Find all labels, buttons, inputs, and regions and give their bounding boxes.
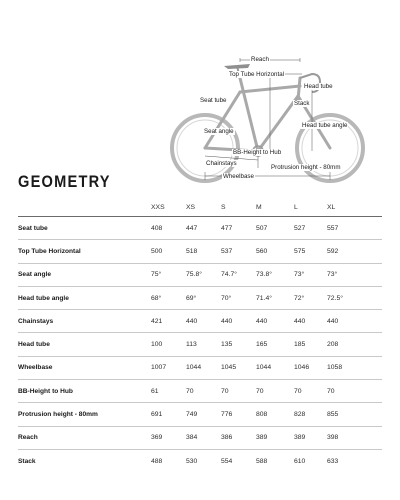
page-title: GEOMETRY [18, 172, 111, 191]
table-row [18, 240, 382, 263]
table-row [18, 217, 382, 240]
table-row [18, 263, 382, 286]
table-cell: 477 [221, 217, 256, 240]
table-cell: 1007 [151, 356, 186, 379]
table-row [18, 310, 382, 333]
table-cell: 100 [151, 333, 186, 356]
table-cell: 113 [186, 333, 221, 356]
table-cell: 557 [327, 217, 382, 240]
table-cell: 69° [186, 286, 221, 309]
row-label: Wheelbase [18, 356, 151, 379]
table-cell: 389 [294, 426, 327, 449]
size-header: L [294, 199, 327, 217]
geometry-table [18, 199, 382, 472]
table-cell: 527 [294, 217, 327, 240]
row-label: Reach [18, 426, 151, 449]
table-cell: 398 [327, 426, 382, 449]
table-cell: 633 [327, 457, 339, 465]
stack-label: Stack [294, 100, 310, 107]
table-row [18, 426, 382, 449]
table-cell: 1046 [294, 356, 327, 379]
table-cell: 73.8° [256, 263, 294, 286]
size-header: S [221, 199, 256, 217]
table-cell: 1044 [186, 356, 221, 379]
table-cell: 691 [151, 403, 186, 426]
table-cell: 447 [186, 217, 221, 240]
table-cell: 408 [151, 217, 186, 240]
size-header: M [256, 199, 294, 217]
table-row [18, 333, 382, 356]
table-cell: 1058 [327, 356, 382, 379]
table-cell: 749 [186, 403, 221, 426]
table-cell: 70 [294, 380, 327, 403]
row-label: BB-Height to Hub [18, 380, 151, 403]
table-cell: 440 [294, 310, 327, 333]
table-cell: 369 [151, 426, 186, 449]
table-cell: 70 [186, 380, 221, 403]
seat-angle-label: Seat angle [204, 128, 234, 135]
table-cell: 507 [256, 217, 294, 240]
table-cell: 592 [327, 240, 382, 263]
table-cell: 208 [327, 333, 382, 356]
table-cell: 75° [151, 263, 186, 286]
table-cell: 610 [294, 457, 306, 465]
row-label: Seat angle [18, 263, 151, 286]
table-cell: 575 [294, 240, 327, 263]
table-cell: 554 [221, 457, 233, 465]
table-row [18, 286, 382, 309]
row-label: Stack [18, 457, 36, 465]
head-tube-angle-label: Head tube angle [302, 122, 348, 129]
table-cell: 70 [256, 380, 294, 403]
row-label: Chainstays [18, 310, 151, 333]
table-cell: 488 [151, 457, 163, 465]
bb-height-to-hub-label: BB-Height to Hub [233, 149, 282, 156]
seat-tube-label: Seat tube [200, 97, 227, 104]
table-cell: 73° [327, 263, 382, 286]
wheelbase-label: Wheelbase [223, 173, 254, 180]
table-cell: 70 [327, 380, 382, 403]
table-header-row [18, 199, 382, 217]
row-label: Protrusion height - 80mm [18, 403, 151, 426]
table-cell: 500 [151, 240, 186, 263]
table-cell: 73° [294, 263, 327, 286]
table-cell: 71.4° [256, 286, 294, 309]
table-cell: 135 [221, 333, 256, 356]
chainstays-label: Chainstays [206, 160, 237, 167]
table-cell: 75.8° [186, 263, 221, 286]
table-cell: 518 [186, 240, 221, 263]
head-tube-label: Head tube [304, 83, 333, 90]
table-cell: 384 [186, 426, 221, 449]
table-cell: 72.5° [327, 286, 382, 309]
table-cell: 74.7° [221, 263, 256, 286]
table-row [18, 449, 382, 472]
table-cell: 440 [256, 310, 294, 333]
table-cell: 70° [221, 286, 256, 309]
row-label: Seat tube [18, 217, 151, 240]
protrusion-height-label: Protrusion height - 80mm [271, 164, 341, 171]
bike-geometry-diagram [160, 48, 380, 188]
table-row [18, 403, 382, 426]
size-header: XL [327, 199, 382, 217]
table-cell: 72° [294, 286, 327, 309]
table-cell: 776 [221, 403, 256, 426]
table-cell: 828 [294, 403, 327, 426]
top-tube-horizontal-label: Top Tube Horizontal [229, 71, 285, 78]
table-cell: 185 [294, 333, 327, 356]
row-label: Head tube [18, 333, 151, 356]
row-label: Top Tube Horizontal [18, 240, 151, 263]
table-cell: 1044 [256, 356, 294, 379]
table-cell: 421 [151, 310, 186, 333]
table-cell: 1045 [221, 356, 256, 379]
reach-label: Reach [251, 56, 269, 63]
table-cell: 440 [186, 310, 221, 333]
table-cell: 560 [256, 240, 294, 263]
table-cell: 855 [327, 403, 382, 426]
table-cell: 386 [221, 426, 256, 449]
table-cell: 808 [256, 403, 294, 426]
table-cell: 440 [221, 310, 256, 333]
table-cell: 61 [151, 380, 186, 403]
saddle [224, 64, 250, 69]
table-cell: 165 [256, 333, 294, 356]
table-cell: 389 [256, 426, 294, 449]
row-label: Head tube angle [18, 286, 151, 309]
table-cell: 588 [256, 457, 268, 465]
table-row [18, 356, 382, 379]
table-cell: 530 [186, 457, 198, 465]
table-row [18, 380, 382, 403]
table-cell: 440 [327, 310, 382, 333]
table-cell: 70 [221, 380, 256, 403]
table-corner-header [18, 199, 151, 217]
size-header: XXS [151, 199, 186, 217]
table-cell: 537 [221, 240, 256, 263]
size-header: XS [186, 199, 221, 217]
table-cell: 68° [151, 286, 186, 309]
